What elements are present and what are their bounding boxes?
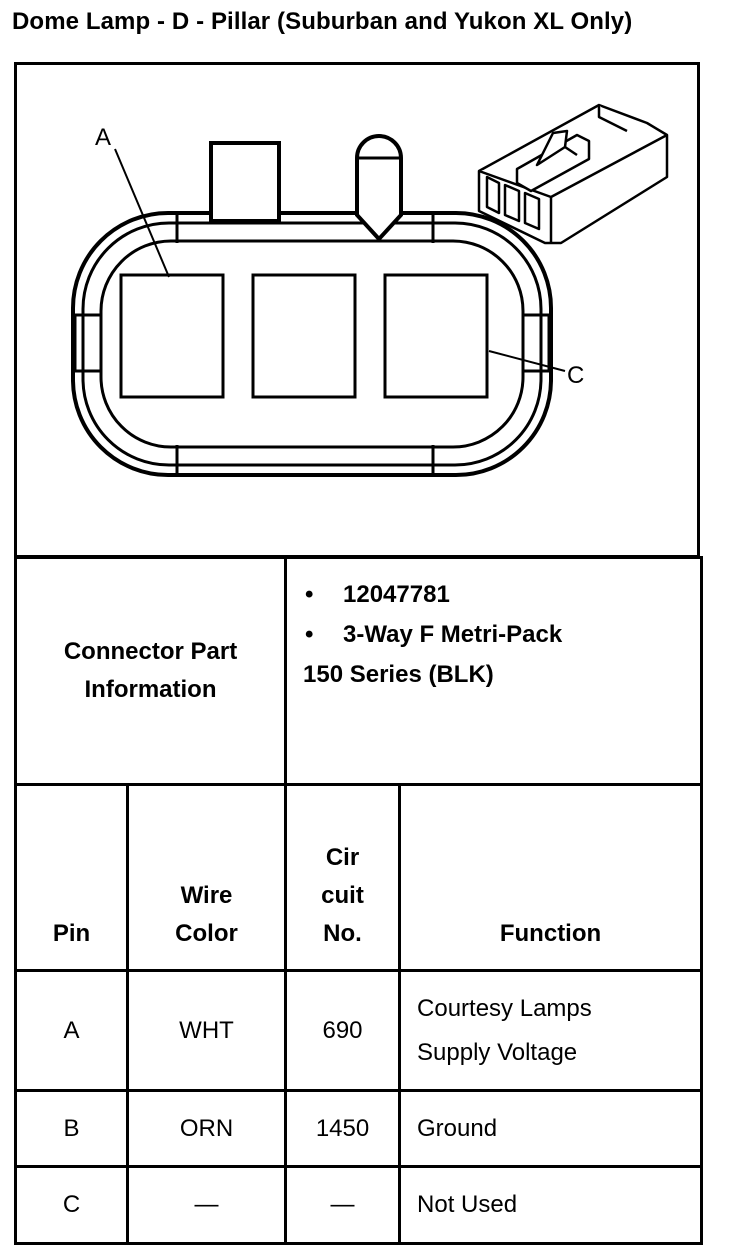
pin-label-c: C (567, 362, 585, 389)
part-type: • 3-Way F Metri-Pack (303, 615, 700, 655)
header-function: Function (400, 785, 702, 971)
connector-diagram (14, 62, 700, 558)
wire-color-cell: WHT (128, 971, 286, 1091)
pin-cell: B (16, 1091, 128, 1167)
terminal-cavity-c (385, 275, 487, 397)
table-row (16, 1091, 702, 1167)
wire-color-cell: ORN (128, 1091, 286, 1167)
pin-label-a: A (95, 124, 112, 151)
latch-tab (211, 143, 279, 221)
connector-info-value (286, 558, 702, 785)
connector-info-row (16, 558, 702, 785)
connector-pinout-table (14, 556, 703, 1245)
circuit-cell: 1450 (286, 1091, 400, 1167)
table-header-row (16, 785, 702, 971)
table-row (16, 1167, 702, 1244)
connector-isometric-icon (479, 105, 667, 243)
terminal-cavity-a (121, 275, 223, 397)
function-cell: Not Used (400, 1167, 702, 1244)
function-cell: Courtesy Lamps Supply Voltage (400, 971, 702, 1091)
terminal-cavity-b (253, 275, 355, 397)
polarizing-key (357, 136, 401, 239)
part-number: • 12047781 (303, 575, 700, 615)
connector-info-label-line2: Information (84, 676, 217, 703)
callout-line-c (489, 351, 565, 371)
table-row (16, 971, 702, 1091)
circuit-cell: — (286, 1167, 400, 1244)
connector-face-drawing (17, 65, 697, 555)
pin-cell: A (16, 971, 128, 1091)
circuit-cell: 690 (286, 971, 400, 1091)
pin-cell: C (16, 1167, 128, 1244)
header-circuit-no: Cir cuit No. (286, 785, 400, 971)
header-wire-color: Wire Color (128, 785, 286, 971)
part-series: 150 Series (BLK) (303, 661, 494, 688)
function-cell: Ground (400, 1091, 702, 1167)
connector-info-label (16, 558, 286, 785)
wire-color-cell: — (128, 1167, 286, 1244)
page-title: Dome Lamp - D - Pillar (Suburban and Yukon XL Only) (12, 8, 633, 35)
connector-info-label-line1: Connector Part (63, 638, 238, 665)
header-pin: Pin (16, 785, 128, 971)
